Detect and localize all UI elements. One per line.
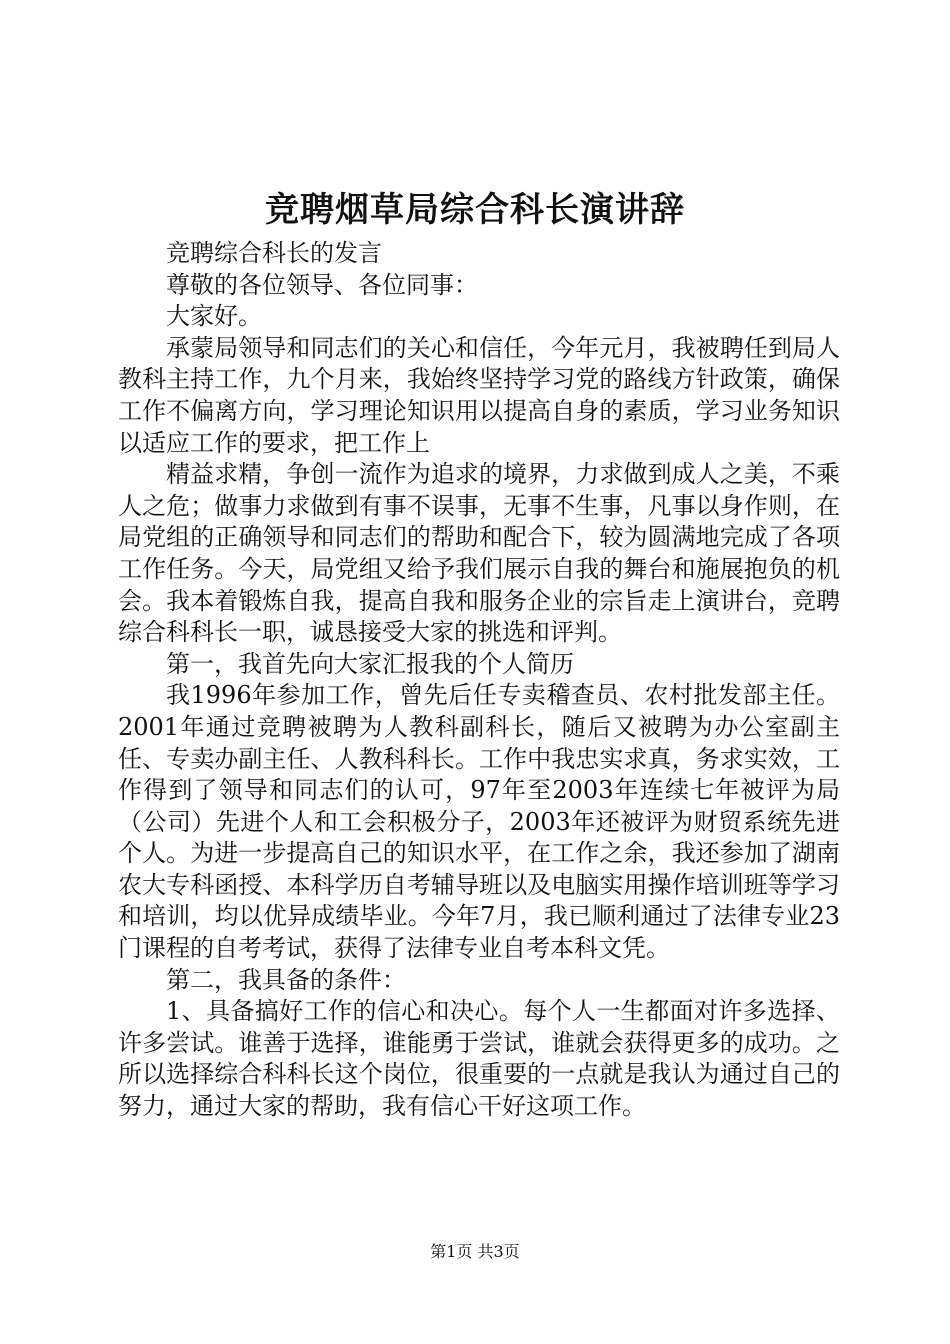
- paragraph: 1、具备搞好工作的信心和决心。每个人一生都面对许多选择、许多尝试。谁善于选择，谁能勇于尝试，谁就会获得更多的成功。之所以选择综合科科长这个岗位，很重要的一点就是我认为通过自己的努力，通过大家的帮助，我有信心干好这项工作。: [118, 997, 840, 1121]
- document-body: [118, 238, 840, 1123]
- paragraph: 第二，我具备的条件：: [166, 965, 406, 994]
- document-title: 竞聘烟草局综合科长演讲辞: [265, 190, 685, 230]
- page-footer: 第1页 共3页: [430, 1242, 520, 1261]
- paragraph: 竞聘综合科长的发言: [166, 239, 382, 267]
- paragraph: 承蒙局领导和同志们的关心和信任，今年元月，我被聘任到局人教科主持工作，九个月来，我始终坚持学习党的路线方针政策，确保工作不偏离方向，学习理论知识用以提高自身的素质，学习业务知识以适应工作的要求，把工作上: [118, 333, 840, 457]
- paragraph: 第一，我首先向大家汇报我的个人简历: [166, 649, 574, 678]
- paragraph: 我1996年参加工作，曾先后任专卖稽查员、农村批发部主任。2001年通过竞聘被聘为人教科副科长，随后又被聘为办公室副主任、专卖办副主任、人教科科长。工作中我忠实求真，务求实效，工作得到了领导和同志们的认可，97年至2003年连续七年被评为局（公司）先进个人和工会积极分子，2003年还被评为财贸系统先进个人。为进一步提高自己的知识水平，在工作之余，我还参加了湖南农大专科函授、本科学历自考辅导班以及电脑实用操作培训班等学习和培训，均以优异成绩毕业。今年7月，我已顺利通过了法律专业23门课程的自考考试，获得了法律专业自考本科文凭。: [118, 681, 840, 963]
- paragraph: 精益求精，争创一流作为追求的境界，力求做到成人之美，不乘人之危；做事力求做到有事不误事，无事不生事，凡事以身作则，在局党组的正确领导和同志们的帮助和配合下，较为圆满地完成了各项工作任务。今天，局党组又给予我们展示自我的舞台和施展抱负的机会。我本着锻炼自我，提高自我和服务企业的宗旨走上演讲台，竞聘综合科科长一职，诚恳接受大家的挑选和评判。: [118, 460, 840, 647]
- paragraph: 尊敬的各位领导、各位同事：: [166, 270, 478, 299]
- paragraph: 大家好。: [166, 302, 262, 331]
